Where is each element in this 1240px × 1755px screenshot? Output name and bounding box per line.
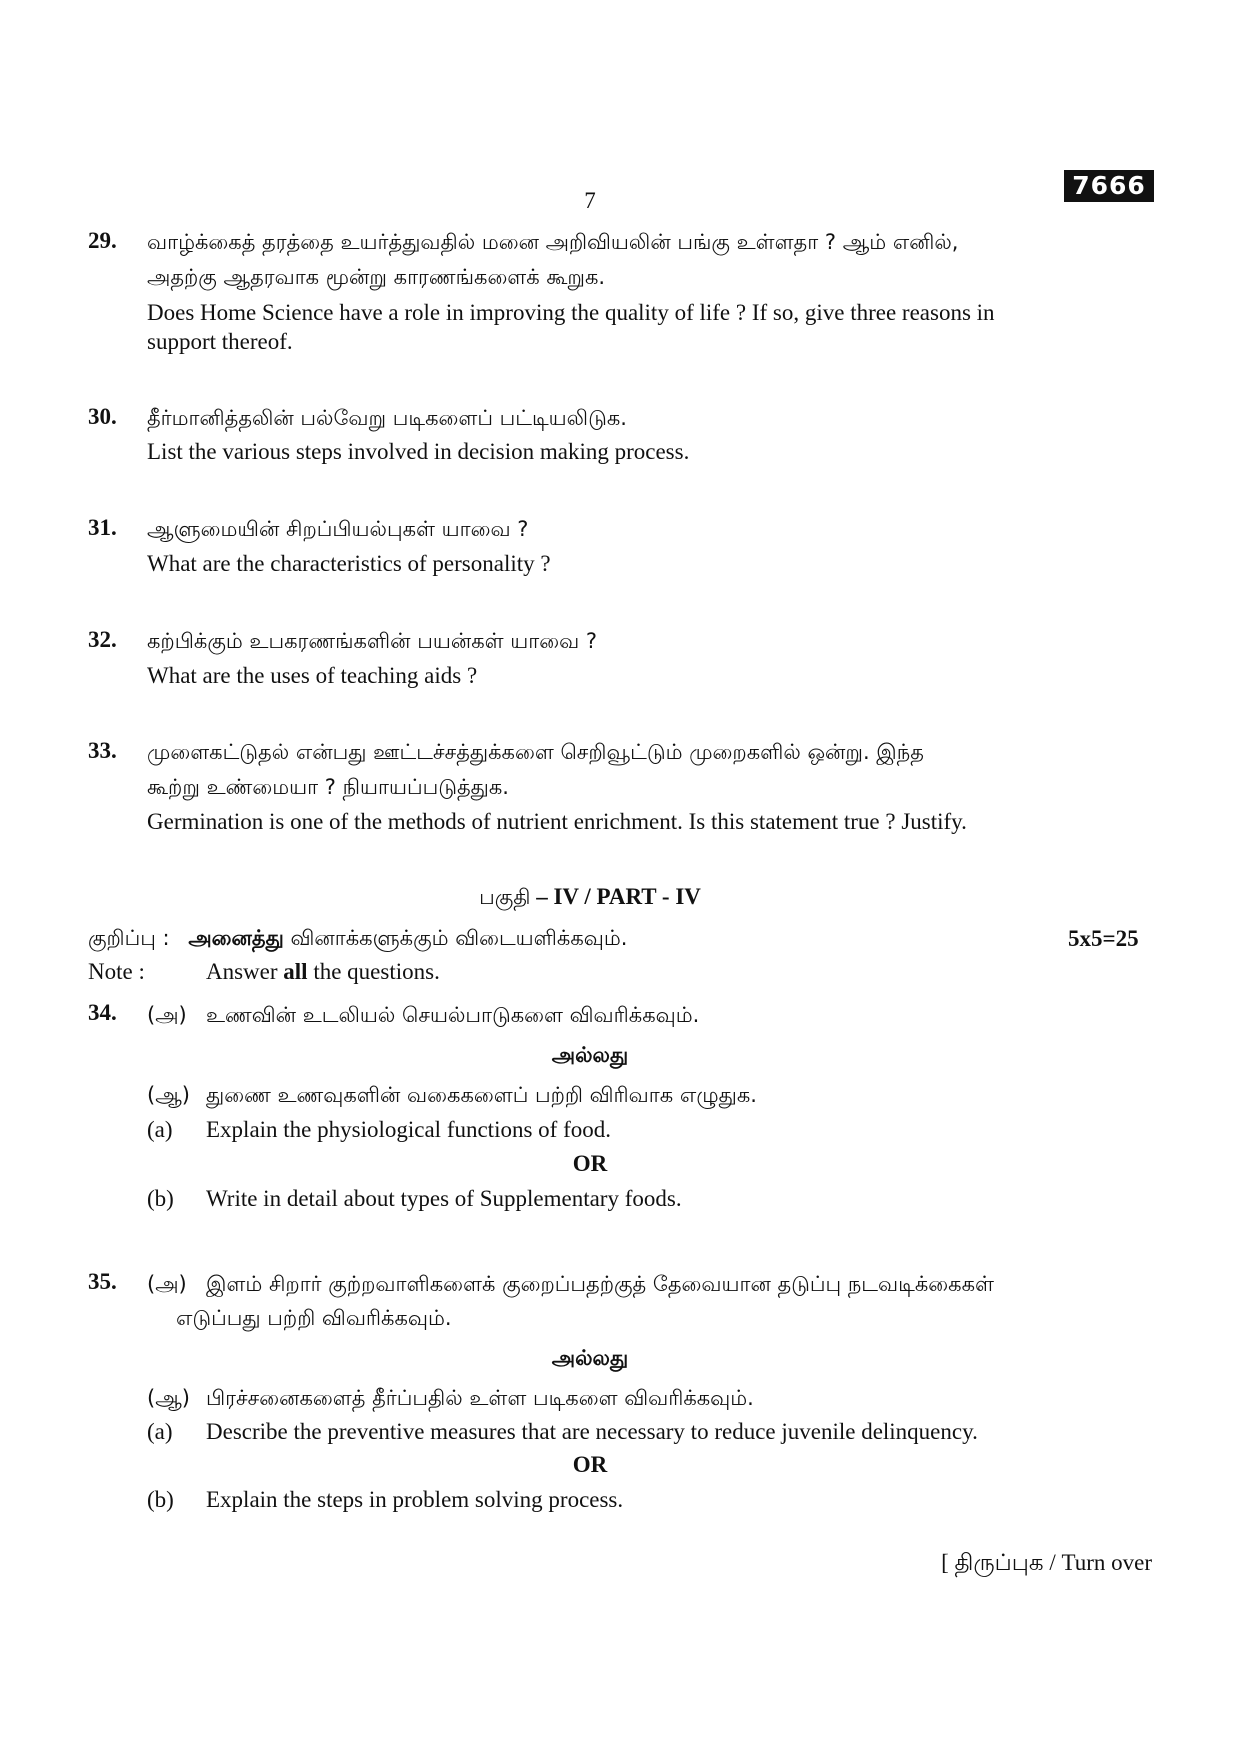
option-label: (a) (147, 1117, 173, 1142)
option-text-english: Explain the steps in problem solving process. (206, 1487, 624, 1512)
question-text-tamil: ஆளுமையின் சிறப்பியல்புகள் யாவை ? (147, 517, 529, 541)
or-tamil: அல்லது (551, 1043, 629, 1067)
option-text-tamil: பிரச்சனைகளைத் தீர்ப்பதில் உள்ள படிகளை விவரிக்கவும். (206, 1386, 754, 1410)
question-text-english: What are the uses of teaching aids ? (147, 663, 478, 688)
part-heading-sep: – (530, 884, 554, 909)
question-text-english: List the various steps involved in decision making process. (147, 439, 690, 464)
note-tamil (88, 926, 627, 953)
or-tamil: அல்லது (551, 1346, 629, 1370)
question-text-tamil: கற்பிக்கும் உபகரணங்களின் பயன்கள் யாவை ? (147, 629, 598, 653)
turn-over-note: [ திருப்புக / Turn over (941, 1550, 1152, 1575)
note-english (88, 959, 145, 985)
option-text-tamil: துணை உணவுகளின் வகைகளைப் பற்றி விரிவாக எழுதுக. (206, 1083, 757, 1107)
option-label: (b) (147, 1186, 174, 1211)
page-number: 7 (584, 188, 596, 213)
option-text-tamil: இளம் சிறார் குற்றவாளிகளைக் குறைப்பதற்குத் தேவையான தடுப்பு நடவடிக்கைகள் (206, 1272, 994, 1296)
question-number: 35. (88, 1269, 117, 1294)
question-text-tamil: தீர்மானித்தலின் பல்வேறு படிகளைப் பட்டியலிடுக. (147, 406, 627, 430)
question-text-tamil: முளைகட்டுதல் என்பது ஊட்டச்சத்துக்களை செறிவூட்டும் முறைகளில் ஒன்று. இந்த (147, 740, 924, 764)
question-text-tamil: கூற்று உண்மையா ? நியாயப்படுத்துக. (147, 775, 509, 799)
note-english-text: Answer all the questions. (206, 959, 440, 984)
note-tamil-bold: அனைத்து (188, 926, 284, 950)
option-text-tamil: எடுப்பது பற்றி விவரிக்கவும். (176, 1306, 452, 1330)
question-text-english: What are the characteristics of personality ? (147, 551, 551, 576)
option-label: (b) (147, 1487, 174, 1512)
option-label: (a) (147, 1419, 173, 1444)
question-text-tamil: வாழ்க்கைத் தரத்தை உயர்த்துவதில் மனை அறிவியலின் பங்கு உள்ளதா ? ஆம் எனில், (147, 230, 959, 254)
question-number: 29. (88, 228, 117, 253)
option-label-tamil: (அ) (147, 1272, 187, 1296)
option-text-english: Explain the physiological functions of food. (206, 1117, 611, 1142)
question-text-english: support thereof. (147, 329, 293, 354)
question-text-english: Germination is one of the methods of nutrient enrichment. Is this statement true ? Justify. (147, 809, 967, 834)
note-tamil-rest: வினாக்களுக்கும் விடையளிக்கவும். (290, 926, 628, 950)
note-english-label: Note : (88, 959, 145, 984)
question-number: 31. (88, 515, 117, 540)
part-heading-tamil: பகுதி (479, 885, 531, 909)
part-heading (0, 884, 1180, 912)
option-label-tamil: (ஆ) (147, 1386, 190, 1410)
marks-allocation: 5x5=25 (1068, 926, 1139, 951)
option-label-tamil: (அ) (147, 1003, 187, 1027)
note-tamil-label: குறிப்பு : (88, 926, 170, 950)
question-number: 32. (88, 627, 117, 652)
question-number: 33. (88, 738, 117, 763)
question-number: 30. (88, 404, 117, 429)
question-text-tamil: அதற்கு ஆதரவாக மூன்று காரணங்களைக் கூறுக. (147, 265, 606, 289)
or-english: OR (572, 1151, 608, 1176)
option-text-english: Describe the preventive measures that are necessary to reduce juvenile delinquency. (206, 1419, 978, 1444)
question-text-english: Does Home Science have a role in improving the quality of life ? If so, give three reasons in (147, 300, 995, 325)
option-text-tamil: உணவின் உடலியல் செயல்பாடுகளை விவரிக்கவும். (206, 1003, 700, 1027)
or-english: OR (572, 1452, 608, 1477)
option-label-tamil: (ஆ) (147, 1083, 190, 1107)
paper-code-badge: 7666 (1064, 170, 1154, 202)
option-text-english: Write in detail about types of Supplementary foods. (206, 1186, 682, 1211)
part-heading-english: IV / PART - IV (553, 884, 701, 909)
question-number: 34. (88, 1000, 117, 1025)
